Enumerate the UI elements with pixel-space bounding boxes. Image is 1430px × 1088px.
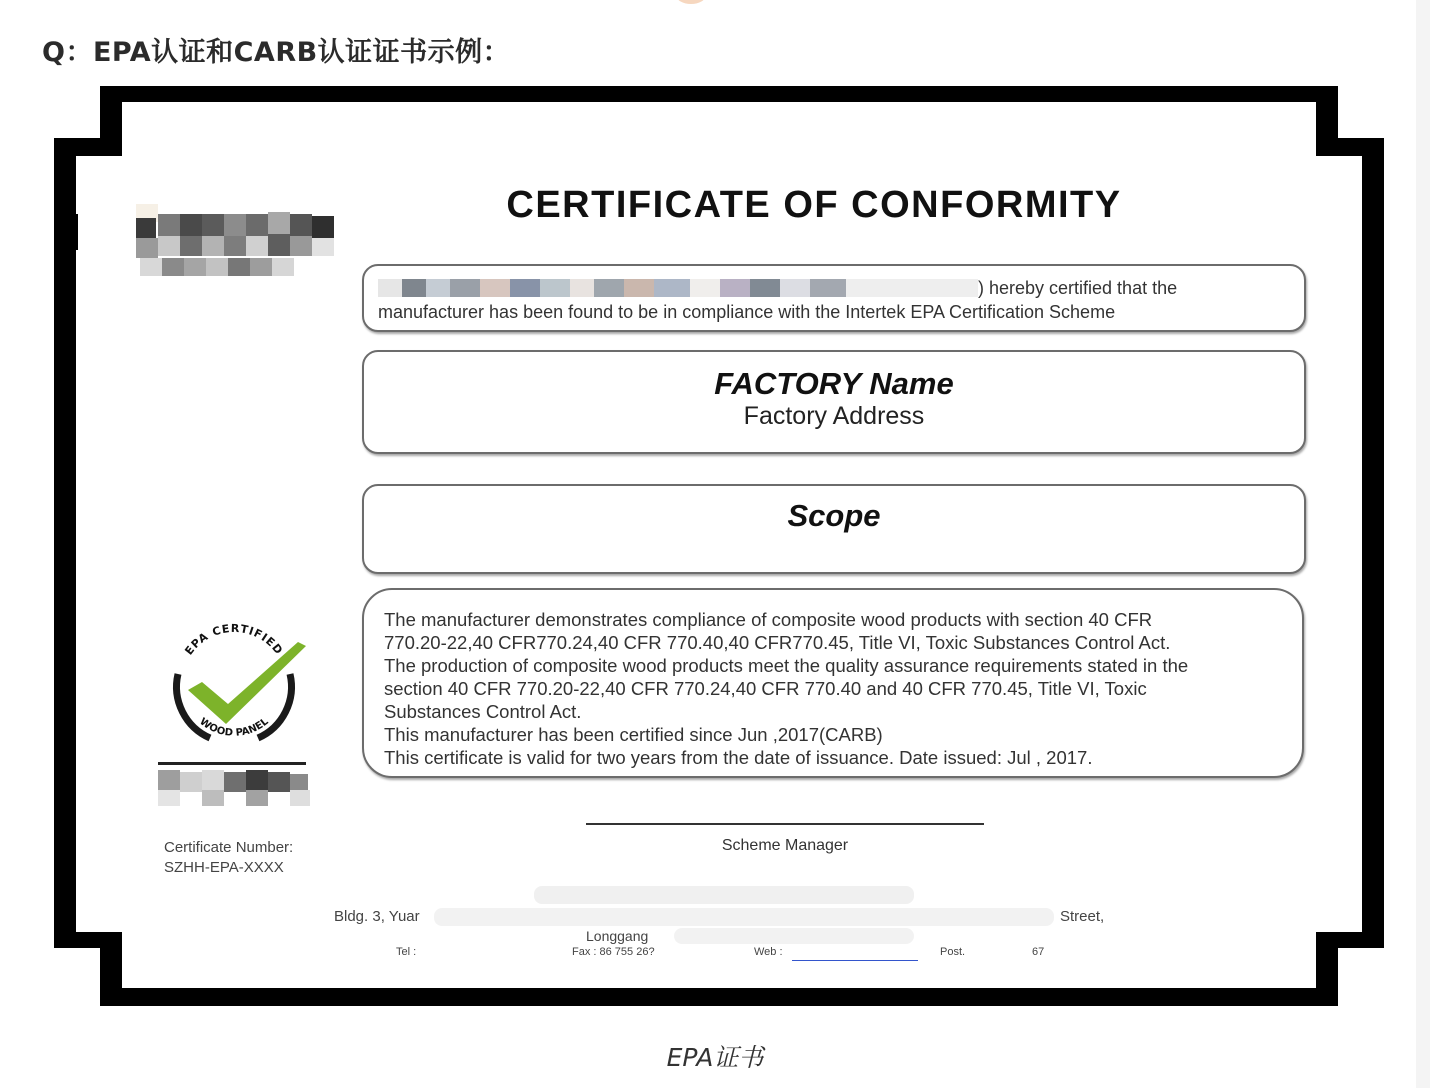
top-accent-decoration <box>676 0 706 4</box>
contact-post-tail: 67 <box>1032 946 1045 958</box>
statement-box <box>362 264 1306 332</box>
address-line1-start: Bldg. 3, Yuar <box>334 908 420 925</box>
certificate-number-label: Certificate Number: <box>164 839 294 856</box>
contact-tel: Tel : <box>396 946 417 958</box>
statement-line2: manufacturer has been found to be in compliance with the Intertek EPA Certification Scheme <box>378 302 1116 322</box>
signature-line <box>586 823 984 825</box>
compliance-text <box>384 608 1274 769</box>
contact-post: Post. <box>940 946 966 958</box>
blurred-address-block <box>534 886 914 904</box>
image-caption: EPA证书 <box>666 1043 764 1072</box>
statement-text <box>378 276 1288 324</box>
compliance-line: This manufacturer has been certified since Jun ,2017(CARB) <box>384 724 883 745</box>
compliance-line: This certificate is valid for two years from the date of issuance. Date issued: Jul , 2017. <box>384 747 1093 768</box>
web-link-underline <box>792 960 918 961</box>
factory-box <box>362 350 1306 454</box>
certificate-number-value: SZHH-EPA-XXXX <box>164 859 284 876</box>
blurred-address-block <box>674 928 914 944</box>
svg-text:EPA CERTIFIED <box>182 622 285 658</box>
address-line2: Longgang <box>586 928 649 944</box>
contact-web: Web : <box>754 946 783 958</box>
compliance-box <box>362 588 1304 778</box>
compliance-line: 770.20-22,40 CFR770.24,40 CFR 770.40,40 CFR770.45, Title VI, Toxic Substances Control Act. <box>384 632 1171 653</box>
seal-bottom-text: WOOD PANEL <box>197 716 271 739</box>
scope-box <box>362 484 1306 574</box>
blurred-cert-body-name <box>378 279 978 297</box>
address-line1-end: Street, <box>1060 908 1105 925</box>
blurred-address-block <box>434 908 1054 926</box>
epa-certified-seal <box>148 604 318 764</box>
factory-address: Factory Address <box>743 402 925 430</box>
compliance-line: Substances Control Act. <box>384 701 582 722</box>
seal-top-text: EPA CERTIFIED <box>182 621 286 658</box>
compliance-line: The manufacturer demonstrates compliance of composite wood products with section 40 CFR <box>384 609 1153 630</box>
blurred-logo <box>132 204 342 280</box>
compliance-line: section 40 CFR 770.20-22,40 CFR 770.24,40 CFR 770.40 and 40 CFR 770.45, Title VI, Toxic <box>384 678 1147 699</box>
scope-label: Scope <box>787 498 881 533</box>
blurred-seal-id <box>158 762 318 808</box>
contact-fax: Fax : 86 755 26? <box>572 946 655 958</box>
certificate-title: CERTIFICATE OF CONFORMITY <box>506 184 1122 226</box>
edge-mark <box>70 214 78 250</box>
signature-label: Scheme Manager <box>721 837 849 854</box>
question-heading: Q：EPA认证和CARB认证证书示例： <box>42 37 511 68</box>
compliance-line: The production of composite wood products meet the quality assurance requirements stated in the <box>384 655 1189 676</box>
certificate-number <box>164 838 293 878</box>
scrollbar-track[interactable] <box>1416 0 1430 1088</box>
factory-name: FACTORY Name <box>714 366 954 401</box>
statement-visible: ) hereby certified that the <box>978 278 1178 298</box>
certificate-image <box>54 86 1384 1006</box>
